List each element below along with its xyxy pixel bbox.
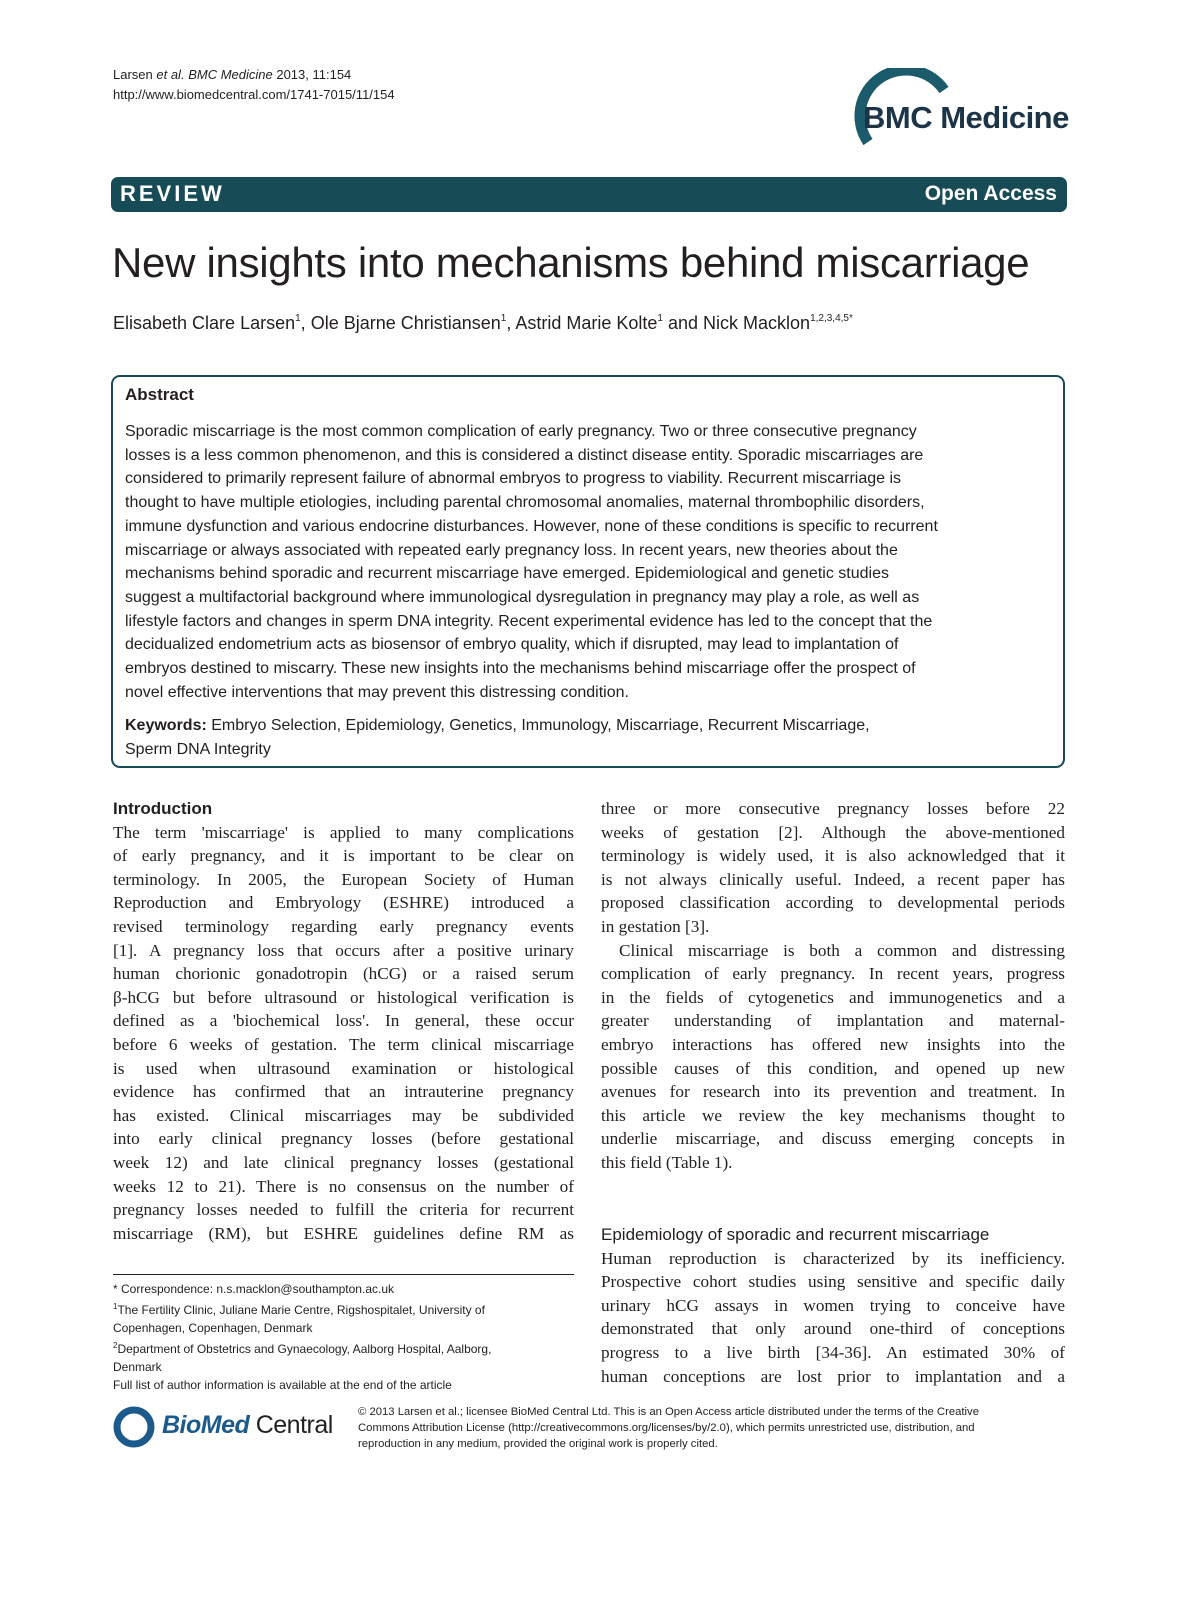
body-line: embryo interactions has offered new insights into the (601, 1034, 1065, 1054)
body-line: in gestation [3]. (601, 916, 710, 936)
body-line: possible causes of this condition, and opened up new (601, 1058, 1065, 1078)
article-title: New insights into mechanisms behind miscarriage (112, 239, 1030, 286)
author-separator: , (506, 313, 516, 333)
section-heading-epidemiology: Epidemiology of sporadic and recurrent miscarriage (601, 1225, 990, 1244)
open-access-label: Open Access (924, 182, 1057, 205)
citation-line (113, 66, 351, 84)
body-line: defined as a 'biochemical loss'. In general, these occur (113, 1011, 574, 1031)
affiliation-2: Department of Obstetrics and Gynaecology, Aalborg Hospital, Aalborg, (117, 1342, 492, 1356)
author-name: Elisabeth Clare Larsen (113, 313, 296, 333)
body-line: Human reproduction is characterized by its inefficiency. (601, 1248, 1065, 1268)
footnote-divider (113, 1274, 574, 1275)
body-line: has existed. Clinical miscarriages may be subdivided (113, 1105, 574, 1125)
license-text (358, 1404, 1058, 1452)
journal-logo (846, 68, 1068, 152)
license-line: Commons Attribution License (http://creativecommons.org/licenses/by/2.0), which permits unrestricted use, distribution, and (358, 1422, 975, 1434)
keywords (125, 714, 1055, 762)
author-affiliation: 1,2,3,4,5* (810, 313, 853, 324)
body-line: before 6 weeks of gestation. The term clinical miscarriage (113, 1034, 574, 1054)
biomed-ring-icon (112, 1404, 158, 1450)
author-name: Ole Bjarne Christiansen (310, 313, 501, 333)
body-line: evidence has confirmed that an intrauterine pregnancy (113, 1082, 574, 1102)
body-line: pregnancy losses needed to fulfill the criteria for recurrent (113, 1200, 574, 1220)
article-type-label: REVIEW (120, 181, 225, 206)
footnotes (113, 1280, 583, 1394)
citation-volume: 2013, 11:154 (276, 67, 352, 82)
footnote-marker: 2 (113, 1341, 118, 1350)
footnote-marker: 1 (113, 1302, 118, 1311)
abstract-line: decidualized endometrium acts as biosensor of embryo quality, which if disrupted, may lead to implantation of (125, 636, 899, 654)
body-line: weeks 12 to 21). There is no consensus on the number of (113, 1176, 574, 1196)
affiliation-2-cont: Denmark (113, 1360, 162, 1374)
citation-et-al: et al. (156, 67, 185, 82)
abstract-line: mechanisms behind sporadic and recurrent miscarriage have emerged. Epidemiological and genetic studies (125, 565, 889, 583)
keywords-list: Embryo Selection, Epidemiology, Genetics, Immunology, Miscarriage, Recurrent Miscarriage, (206, 717, 870, 734)
abstract-text (125, 420, 1055, 704)
author-separator: , (300, 313, 311, 333)
license-line: reproduction in any medium, provided the original work is properly cited. (358, 1438, 718, 1450)
author-affiliation: 1 (500, 313, 507, 324)
body-line: complication of early pregnancy. In recent years, progress (601, 964, 1065, 984)
journal-logo-text: BMC Medicine (863, 100, 1069, 135)
author-affiliation: 1 (295, 313, 301, 324)
body-line: demonstrated that only around one-third of conceptions (601, 1319, 1065, 1339)
body-line: greater understanding of implantation and maternal- (601, 1011, 1065, 1031)
affiliation-1: The Fertility Clinic, Juliane Marie Centre, Rigshospitalet, University of (117, 1303, 485, 1317)
keywords-label: Keywords: (125, 717, 207, 734)
body-line: this field (Table 1). (601, 1152, 733, 1172)
citation-authors: Larsen (113, 67, 153, 82)
abstract-line: embryos destined to miscarry. These new insights into the mechanisms behind miscarriage offer the prospect of (125, 660, 916, 678)
body-right-column-section2 (601, 1223, 1065, 1388)
author-separator: and (662, 313, 704, 333)
article-type-banner (111, 177, 1067, 212)
body-line: progress to a live birth [34-36]. An estimated 30% of (601, 1342, 1065, 1362)
body-left-column (113, 797, 574, 1245)
license-line: © 2013 Larsen et al.; licensee BioMed Central Ltd. This is an Open Access article distributed under the terms of the Creative (358, 1406, 979, 1418)
correspondence-email[interactable]: * Correspondence: n.s.macklon@southampton.ac.uk (113, 1282, 394, 1296)
abstract-line: miscarriage or always associated with repeated early pregnancy loss. In recent years, new theories about the (125, 541, 898, 559)
body-line: Clinical miscarriage is both a common and distressing (619, 940, 1065, 960)
publisher-logo-central: Central (249, 1411, 333, 1439)
abstract-line: Sporadic miscarriage is the most common complication of early pregnancy. Two or three consecutive pregnancy (125, 423, 917, 440)
body-line: this article we review the key mechanisms thought to (601, 1105, 1065, 1125)
body-line: three or more consecutive pregnancy losses before 22 (601, 799, 1065, 818)
body-line: miscarriage (RM), but ESHRE guidelines define RM as (113, 1223, 574, 1243)
abstract-heading: Abstract (125, 385, 194, 404)
body-line: is not always clinically useful. Indeed, a recent paper has (601, 869, 1065, 889)
author-info-note: Full list of author information is available at the end of the article (113, 1378, 452, 1392)
citation-journal: BMC Medicine (188, 67, 273, 82)
body-line: proposed classification according to developmental periods (601, 893, 1065, 913)
body-line: weeks of gestation [2]. Although the above-mentioned (601, 822, 1065, 842)
abstract-line: immune dysfunction and various endocrine disturbances. However, none of these conditions is specific to recurrent (125, 517, 938, 535)
body-line: human conceptions are lost prior to implantation and a (601, 1366, 1065, 1386)
body-line: Prospective cohort studies using sensitive and specific daily (601, 1272, 1065, 1292)
body-line: underlie miscarriage, and discuss emerging concepts in (601, 1129, 1065, 1149)
body-line: revised terminology regarding early pregnancy events (113, 916, 574, 936)
body-line: of early pregnancy, and it is important to be clear on (113, 846, 574, 866)
body-line: β-hCG but before ultrasound or histological verification is (113, 987, 574, 1007)
body-line: is used when ultrasound examination or histological (113, 1058, 574, 1078)
abstract-line: losses is a less common phenomenon, and this is considered a distinct disease entity. Sporadic miscarriages are (125, 446, 924, 464)
author-affiliation: 1 (657, 313, 663, 324)
affiliation-1-cont: Copenhagen, Copenhagen, Denmark (113, 1321, 313, 1335)
abstract-line: suggest a multifactorial background where immunological dysregulation in pregnancy may play a role, as well as (125, 588, 920, 606)
body-line: Reproduction and Embryology (ESHRE) introduced a (113, 893, 574, 913)
abstract-line: considered to primarily represent failure of abnormal embryos to progress to viability. Recurrent miscarriage is (125, 470, 902, 488)
body-line: terminology. In 2005, the European Society of Human (113, 869, 574, 889)
body-right-column (601, 797, 1065, 1175)
article-url[interactable]: http://www.biomedcentral.com/1741-7015/11/154 (113, 87, 395, 102)
abstract-line: novel effective interventions that may prevent this distressing condition. (125, 683, 629, 701)
body-line: The term 'miscarriage' is applied to many complications (113, 822, 574, 842)
abstract-line: thought to have multiple etiologies, including parental chromosomal anomalies, maternal thrombophilic disorders, (125, 494, 925, 512)
body-line: terminology is widely used, it is also acknowledged that it (601, 846, 1065, 866)
keywords-list-cont: Sperm DNA Integrity (125, 741, 271, 758)
publisher-logo-bio: BioMed (162, 1411, 250, 1439)
body-line: into early clinical pregnancy losses (before gestational (113, 1129, 574, 1149)
section-heading-introduction: Introduction (113, 799, 213, 818)
abstract-line: lifestyle factors and changes in sperm DNA integrity. Recent experimental evidence has led to the concept that the (125, 612, 933, 630)
body-line: in the fields of cytogenetics and immunogenetics and a (601, 987, 1065, 1007)
body-line: [1]. A pregnancy loss that occurs after a positive urinary (113, 940, 574, 960)
author-list (113, 306, 853, 336)
author-name: Astrid Marie Kolte (515, 313, 658, 333)
body-line: week 12) and late clinical pregnancy losses (gestational (113, 1152, 574, 1172)
body-line: urinary hCG assays in women trying to conceive have (601, 1295, 1065, 1315)
body-line: human chorionic gonadotropin (hCG) or a raised serum (113, 964, 574, 984)
publisher-logo (112, 1404, 342, 1450)
author-name: Nick Macklon (703, 313, 811, 333)
body-line: avenues for research into its prevention and treatment. In (601, 1082, 1065, 1102)
